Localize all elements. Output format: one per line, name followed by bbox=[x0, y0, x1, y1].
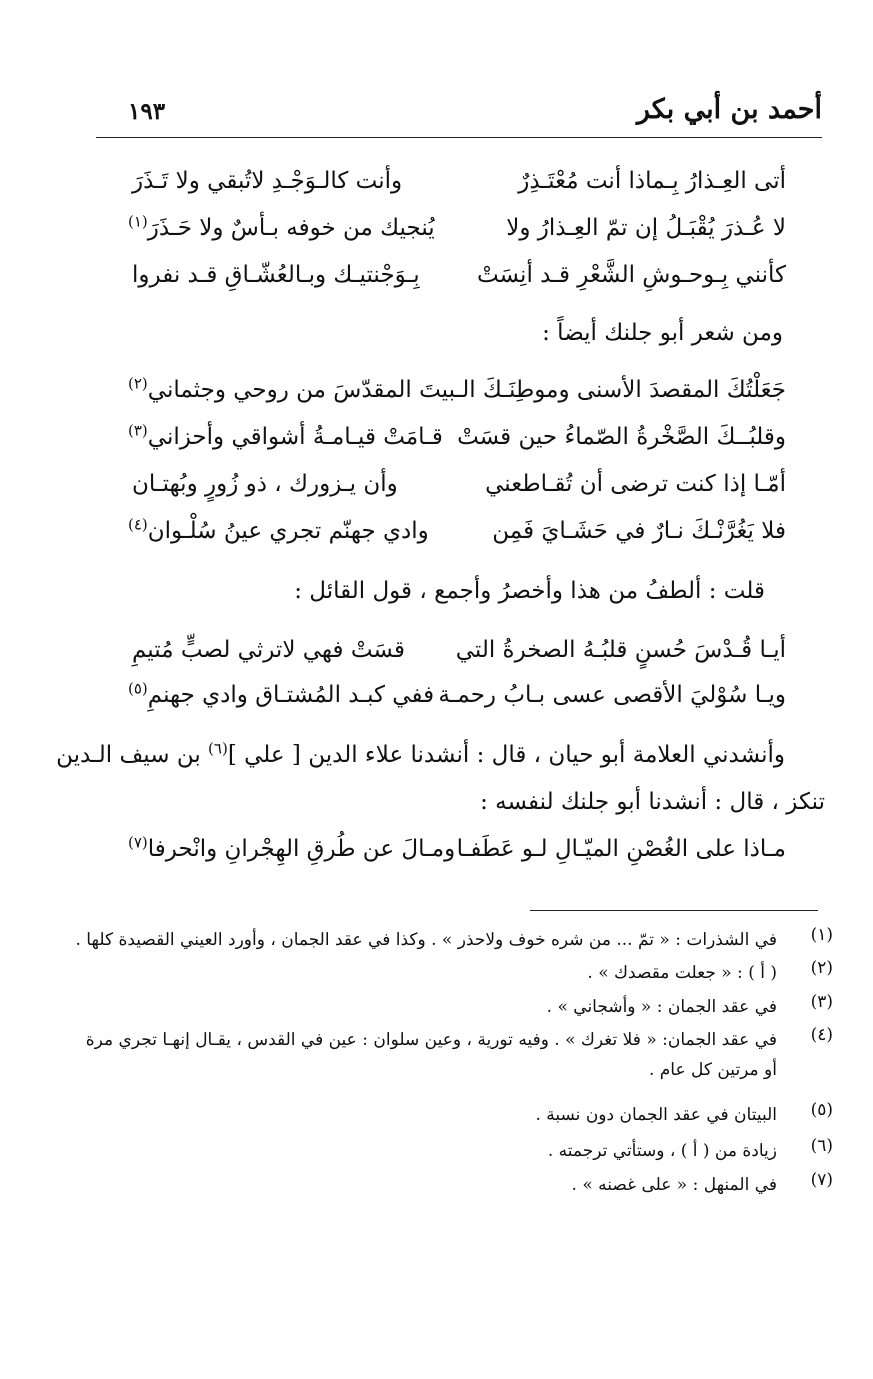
footnote-number: (٢) bbox=[810, 958, 833, 978]
verse-line bbox=[96, 637, 822, 681]
footnote-ref: (١) bbox=[128, 212, 148, 231]
footnote-text: في الشذرات : « تمّ ... من شره خوف ولاحذر » . وكذا في عقد الجمان ، وأورد العيني القصيدة كلها . bbox=[75, 930, 777, 950]
verse-right-hemistich: فلا يَغُرَّنْـكَ نـارٌ في حَشَـايَ فَمِن bbox=[492, 518, 786, 544]
footnote-text: زيادة من ( أ ) ، وستأتي ترجمته . bbox=[547, 1141, 777, 1161]
verse-left-hemistich: ومـالَ عن طُرقِ الهِجْرانِ وانْحرفا$^{(٧)}$ bbox=[128, 833, 456, 862]
verse-left-hemistich: وأنت كالـوَجْـدِ لاتُبقي ولا تَـذَرَ bbox=[132, 168, 403, 194]
footnote-text: البيتان في عقد الجمان دون نسبة . bbox=[535, 1105, 777, 1125]
verse-right-hemistich: لا عُـذرَ يُقْبَـلُ إن تمّ العِـذارُ ولا bbox=[506, 215, 786, 241]
verse-right-hemistich: أمّـا إذا كنت ترضى أن تُقـاطعني bbox=[485, 471, 786, 497]
verse-right-hemistich: أتى العِـذارُ بِـماذا أنت مُعْتَـذِرٌ bbox=[518, 168, 786, 194]
footnote-ref: (٣) bbox=[128, 421, 148, 440]
prose-line: وأنشدني العلامة أبو حيان ، قال : أنشدنا علاء الدين [ علي ]$^{(٦)}$ بن سيف الـدين bbox=[56, 739, 785, 768]
verse-left-hemistich: ففي كبـد المُشتـاق وادي جهنمِ$^{(٥)}$ bbox=[128, 679, 435, 708]
verse-line bbox=[96, 212, 822, 259]
footnote-text: ( أ ) : « جعلت مقصدك » . bbox=[587, 963, 777, 983]
verse-line bbox=[96, 168, 822, 212]
footnote-number: (٦) bbox=[810, 1136, 833, 1156]
verse-line bbox=[96, 262, 822, 306]
footnote-ref: (٧) bbox=[128, 833, 148, 852]
verse-left-hemistich: ـبيتَ المقدّسَ من روحي وجثماني$^{(٢)}$ bbox=[128, 374, 463, 403]
verse-left-hemistich: يُنجيك من خوفه بـأسٌ ولا حَـذَرَ$^{(١)}$ bbox=[128, 212, 435, 241]
footnote-number: (٥) bbox=[810, 1100, 833, 1120]
verse-line bbox=[96, 833, 822, 880]
footnote-number: (٤) bbox=[810, 1025, 833, 1045]
verse-line bbox=[96, 374, 822, 421]
verse-right-hemistich: جَعَلْتُكَ المقصدَ الأسنى وموطِنَـكَ الـ bbox=[455, 377, 786, 403]
intro-line: ومن شعر أبو جلنك أيضاً : bbox=[542, 320, 783, 346]
prose-line: تنكز ، قال : أنشدنا أبو جلنك لنفسه : bbox=[480, 789, 825, 815]
page-number: ١٩٣ bbox=[128, 98, 166, 125]
footnote-text: في عقد الجمان : « وأشجاني » . bbox=[546, 997, 777, 1017]
footnote-number: (٧) bbox=[810, 1170, 833, 1190]
verse-right-hemistich: أيـا قُـدْسَ حُسنٍ قلبُـهُ الصخرةُ التي bbox=[455, 637, 786, 663]
verse-right-hemistich: مـاذا على الغُصْنِ الميّـالِ لـو عَطَفـا bbox=[456, 836, 786, 862]
footnote-text: في عقد الجمان: « فلا تغرك » . وفيه تورية ، وعين سلوان : عين في القدس ، يقـال إنهـا تجري مرة أو مرتين كل عام . bbox=[85, 1030, 777, 1080]
footnote-ref: (٦) bbox=[208, 739, 228, 758]
verse-line bbox=[96, 515, 822, 562]
intro-line: قلت : ألطفُ من هذا وأخصرُ وأجمع ، قول القائل : bbox=[294, 578, 765, 604]
verse-left-hemistich: بِـوَجْنتيـك وبـالعُشّـاقِ قـد نفروا bbox=[132, 262, 420, 288]
verse-right-hemistich: ويـا سُوْليَ الأقصى عسى بـابُ رحمـة bbox=[438, 682, 786, 708]
footnote-ref: (٥) bbox=[128, 679, 148, 698]
verse-left-hemistich: وأن يـزورك ، ذو زُورٍ وبُهتـان bbox=[132, 471, 398, 497]
footnote-divider bbox=[530, 910, 818, 911]
running-title: أحمد بن أبي بكر bbox=[636, 94, 822, 125]
footnote-number: (٣) bbox=[810, 992, 833, 1012]
footnote-number: (١) bbox=[810, 925, 833, 945]
running-header bbox=[96, 90, 822, 136]
verse-line bbox=[96, 679, 822, 726]
verse-left-hemistich: وادي جهنّم تجري عينُ سُلْـوان$^{(٤)}$ bbox=[128, 515, 429, 544]
verse-left-hemistich: قـامَتْ قيـامـةُ أشواقي وأحزاني$^{(٣)}$ bbox=[128, 421, 443, 450]
verse-line bbox=[96, 421, 822, 468]
verse-line bbox=[96, 471, 822, 515]
verse-right-hemistich: وقلبُــكَ الصَّخْرةُ الصّماءُ حين قسَتْ bbox=[457, 424, 786, 450]
verse-right-hemistich: كأنني بِـوحـوشِ الشَّعْرِ قـد أنِسَتْ bbox=[476, 262, 786, 288]
footnote-ref: (٤) bbox=[128, 515, 148, 534]
footnote-text: في المنهل : « على غصنه » . bbox=[571, 1175, 777, 1195]
header-divider bbox=[96, 137, 822, 138]
verse-left-hemistich: قسَتْ فهي لاترثي لصبٍّ مُتيمِ bbox=[132, 637, 405, 663]
footnote-ref: (٢) bbox=[128, 374, 148, 393]
